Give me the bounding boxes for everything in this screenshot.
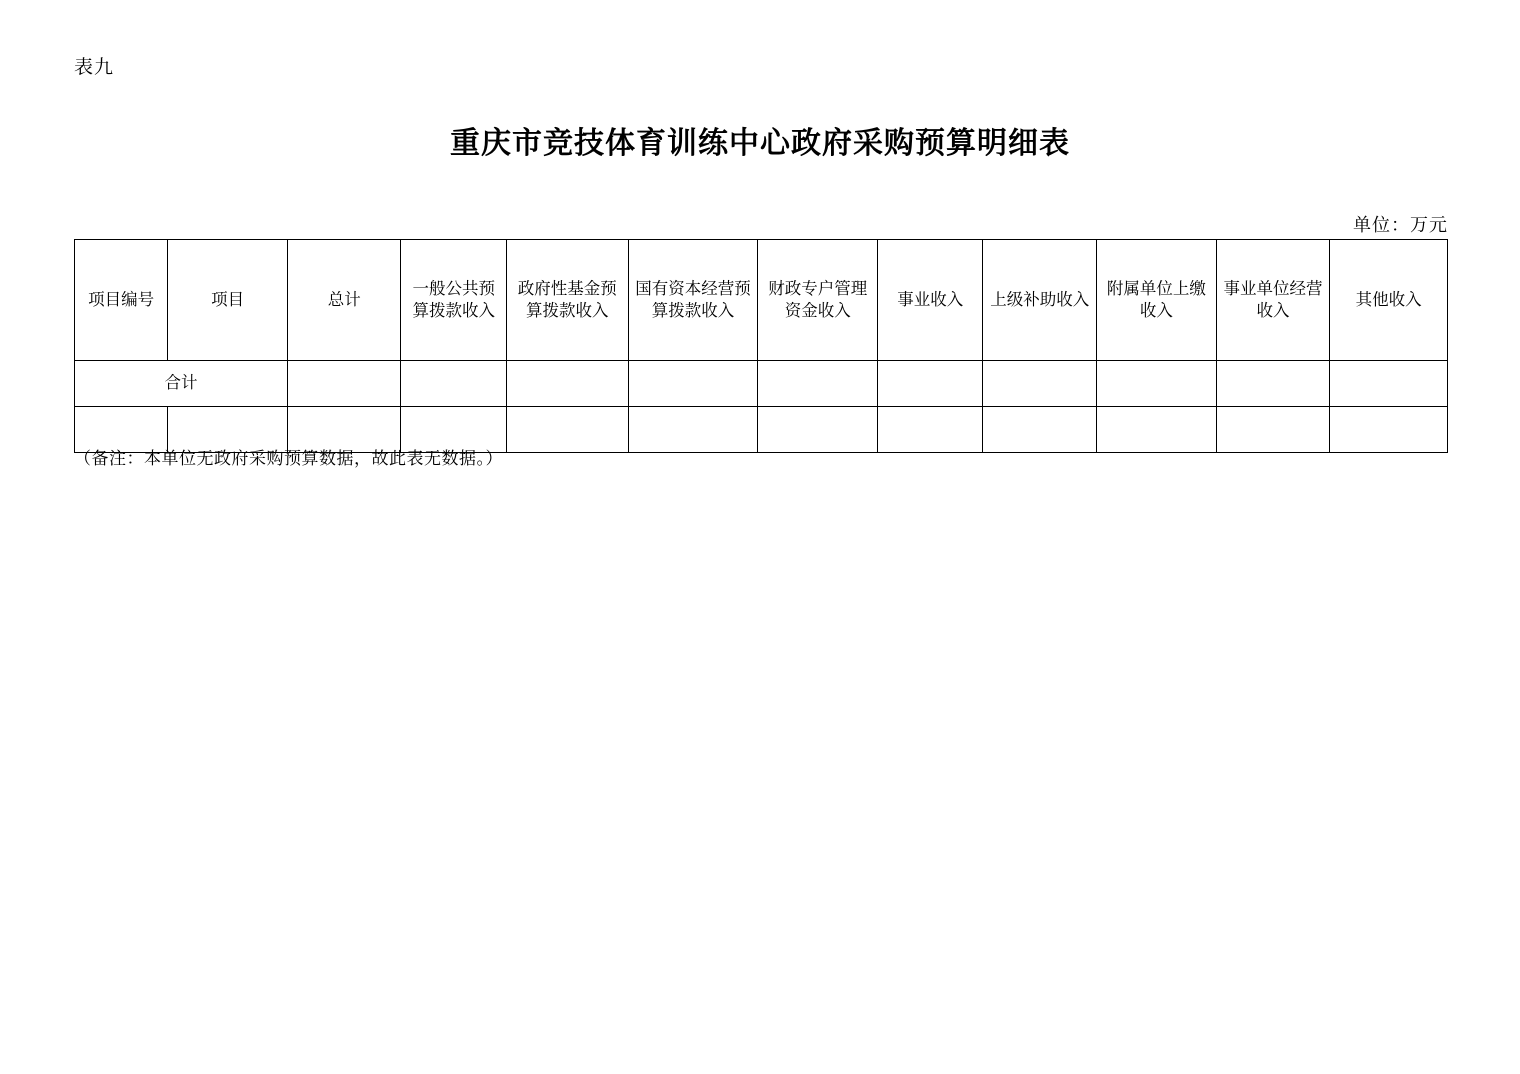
column-header-government-fund-budget: 政府性基金预算拨款收入 [506, 240, 628, 361]
unit-label: 单位：万元 [1353, 215, 1448, 235]
column-header-business-operation-income: 事业单位经营收入 [1216, 240, 1330, 361]
page-title: 重庆市竞技体育训练中心政府采购预算明细表 [450, 127, 1070, 160]
column-header-operating-income: 事业收入 [878, 240, 983, 361]
column-header-project-code: 项目编号 [75, 240, 168, 361]
table-cell [628, 407, 758, 453]
column-header-superior-subsidy: 上级补助收入 [983, 240, 1097, 361]
table-cell [1330, 361, 1448, 407]
table-cell [1330, 407, 1448, 453]
table-cell [1216, 407, 1330, 453]
table-cell [758, 407, 878, 453]
table-header-row [75, 240, 1448, 361]
column-header-general-public-budget: 一般公共预算拨款收入 [401, 240, 506, 361]
table-cell [506, 361, 628, 407]
table-cell [287, 361, 401, 407]
form-number: 表九 [74, 57, 115, 78]
column-header-subordinate-remittance: 附属单位上缴收入 [1097, 240, 1217, 361]
column-header-project: 项目 [168, 240, 288, 361]
table-cell [878, 407, 983, 453]
column-header-total: 总计 [287, 240, 401, 361]
table-cell [401, 361, 506, 407]
table-cell [1097, 361, 1217, 407]
row-label-total: 合计 [75, 361, 288, 407]
table-cell [983, 361, 1097, 407]
table-cell [758, 361, 878, 407]
budget-table [74, 239, 1448, 453]
table-cell [506, 407, 628, 453]
column-header-fiscal-account-funds: 财政专户管理资金收入 [758, 240, 878, 361]
column-header-state-capital-budget: 国有资本经营预算拨款收入 [628, 240, 758, 361]
column-header-other-income: 其他收入 [1330, 240, 1448, 361]
table-cell [1097, 407, 1217, 453]
budget-table-container [74, 239, 1448, 453]
table-cell [878, 361, 983, 407]
table-cell [628, 361, 758, 407]
table-row [75, 361, 1448, 407]
table-cell [983, 407, 1097, 453]
table-cell [1216, 361, 1330, 407]
table-note: （备注：本单位无政府采购预算数据，故此表无数据。） [74, 449, 503, 468]
